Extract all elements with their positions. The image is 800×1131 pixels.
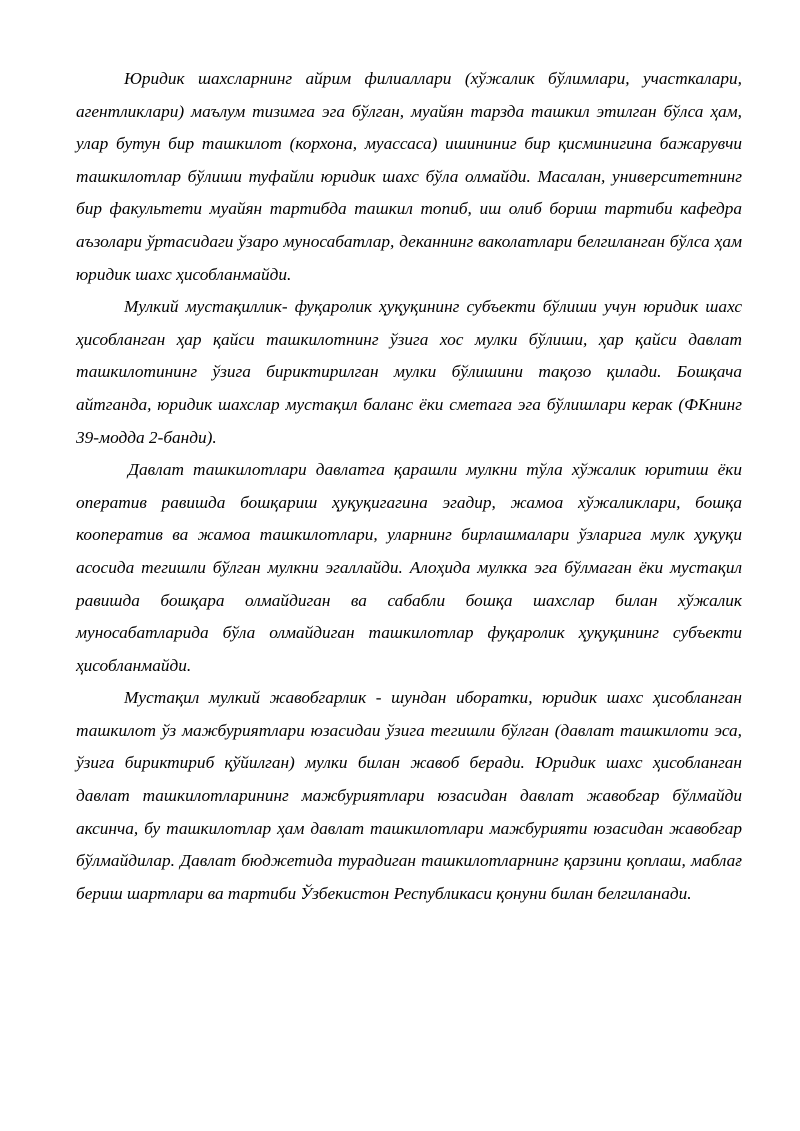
paragraph-property-independence: Мулкий мустақиллик- фуқаролик ҳуқуқининг субъекти бўлиши учун юридик шахс ҳисобланган ҳар қайси ташкилотнинг ўзига хос мулки бўлиши, ҳар қайси давлат ташкилотининг ўзига бириктирилган мулки бўлишини тақозо қилади. Бошқача айтганда, юридик шахслар мустақил баланс ёки сметага эга бўлишлари керак (ФКнинг 39-модда 2-банди). bbox=[76, 297, 742, 447]
paragraph-liability: Мустақил мулкий жавобгарлик - шундан иборатки, юридик шахс ҳисобланган ташкилот ўз мажбуриятлари юзасидаи ўзига тегишли бўлган (давлат ташкилоти эса, ўзига бириктириб қўйилган) мулки билан жавоб беради. Юридик шахс ҳисобланган давлат ташкилотларининг мажбуриятлари юзасидан давлат жавобгар бўлмайди аксинча, бу ташкилотлар ҳам давлат ташкилотлари мажбурияти юзасидан жавобгар бўлмайдилар. Давлат бюджетида турадиган ташкилотларнинг қарзини қоплаш, маблағ бериш шартлари ва тартиби Ўзбекистон Республикаси қонуни билан белгиланади. bbox=[76, 688, 742, 903]
document-body bbox=[76, 63, 742, 910]
paragraph-state-organizations: Давлат ташкилотлари давлатга қарашли мулкни тўла хўжалик юритиш ёки оператив равишда бошқариш ҳуқуқигагина эгадир, жамоа хўжаликлари, бошқа кооператив ва жамоа ташкилотлари, уларнинг бирлашмалари ўзларига мулк ҳуқуқи асосида тегишли бўлган мулкни эгаллайди. Алоҳида мулкка эга бўлмаган ёки мустақил равишда бошқара олмайдиган ва сабабли бошқа шахслар билан хўжалик муносабатларида бўла олмайдиган ташкилотлар фуқаролик ҳуқуқининг субъекти ҳисобланмайди. bbox=[76, 460, 742, 675]
paragraph-branches: Юридик шахсларнинг айрим филиаллари (хўжалик бўлимлари, участкалари, агентликлари) маълум тизимга эга бўлган, муайян тарзда ташкил этилган бўлса ҳам, улар бутун бир ташкилот (корхона, муассаса) ишининиг бир қисминигина бажарувчи ташкилотлар бўлиши туфайли юридик шахс бўла олмайди. Масалан, университетнинг бир факультети муайян тартибда ташкил топиб, иш олиб бориш тартиби кафедра аъзолари ўртасидаги ўзаро муносабатлар, деканнинг ваколатлари белгиланган бўлса ҳам юридик шахс ҳисобланмайди. bbox=[76, 69, 742, 284]
